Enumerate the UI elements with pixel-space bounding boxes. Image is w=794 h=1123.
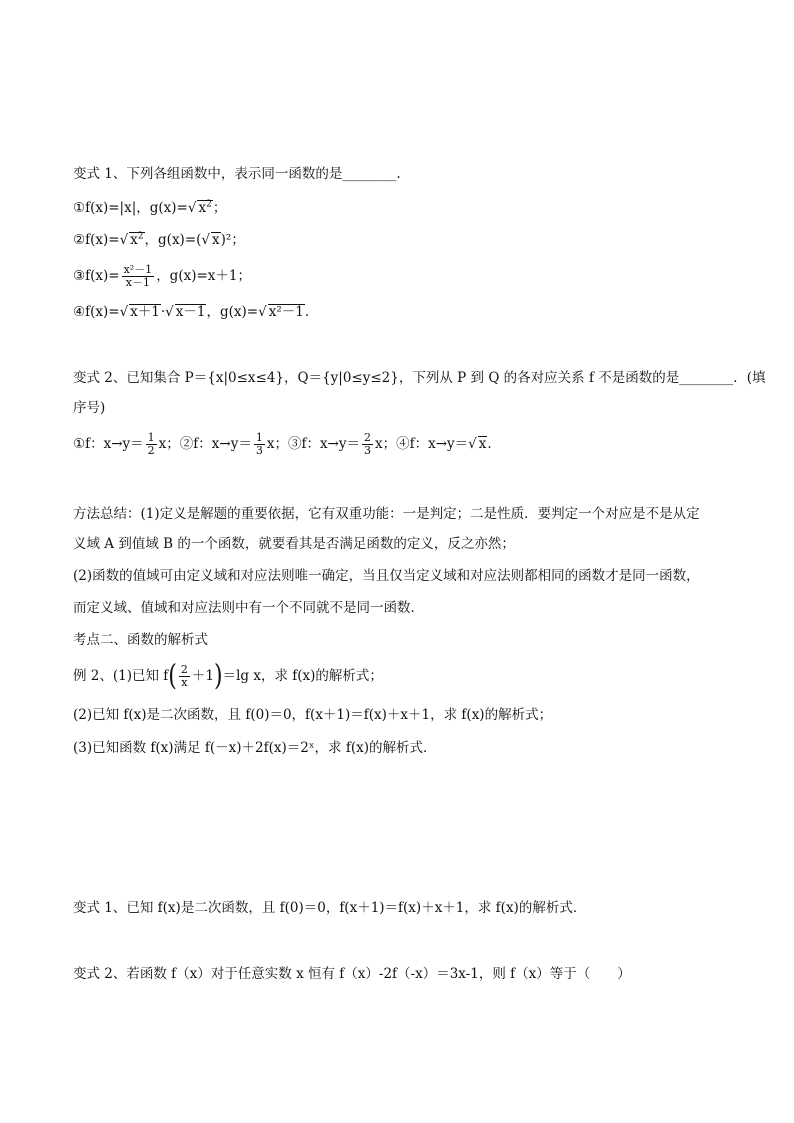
variant-b2: 变式 2、若函数 f（x）对于任意实数 x 恒有 f（x）-2f（-x）＝3x-1，则 f（x）等于（ ） <box>73 966 631 982</box>
radicand: x＋1 <box>130 304 160 320</box>
example-2-part-3: (3)已知函数 f(x)满足 f(－x)＋2f(x)＝2ˣ，求 f(x)的解析式． <box>73 740 437 756</box>
variant-1-option-2: ②f(x)=√ $x^2$，g(x)=(√ x)²； <box>73 231 245 248</box>
fraction: $\frac{\text{x²－1}}{x-1}$ <box>123 263 153 289</box>
variant-b1: 变式 1、已知 f(x)是二次函数，且 f(0)＝0，f(x＋1)＝f(x)＋x＋1，求 f(x)的解析式． <box>73 900 587 916</box>
variant-1-title: 变式 1、下列各组函数中，表示同一函数的是________. <box>73 166 401 182</box>
left-paren: ( <box>168 659 177 693</box>
variant-1-option-3: ③f(x)= $\frac{\text{x²－1}}{x-1}$ ，g(x)=x＋1； <box>73 263 251 289</box>
variant-1-option-4: ④f(x)=√ x＋1·√ x－1，g(x)=√ x²－1. <box>73 304 310 320</box>
method-summary-line-2: 义域 A 到值域 B 的一个函数，就要看其是否满足函数的定义，反之亦然； <box>73 536 515 552</box>
radicand: $x^2$ <box>130 231 144 248</box>
sqrt-sign: √ <box>187 200 197 216</box>
radicand: x <box>212 232 220 248</box>
variant-2-line-1: 变式 2、已知集合 P＝{x|0≤x≤4}，Q＝{y|0≤y≤2}，下列从 P 到 Q 的各对应关系 f 不是函数的是________．(填 <box>73 370 766 386</box>
radicand: x²－1 <box>268 304 304 320</box>
variant-1-option-1: ①f(x)=|x|，g(x)=√ $x^2$； <box>73 199 227 216</box>
fraction: $\frac{2}{x}$ <box>180 663 188 689</box>
sqrt-sign: √ <box>468 436 477 452</box>
example-2-part-2: (2)已知 f(x)是二次函数，且 f(0)＝0，f(x＋1)＝f(x)＋x＋1，求 f(x)的解析式； <box>73 707 553 723</box>
method-summary-line-3: (2)函数的值域可由定义域和对应法则唯一确定，当且仅当定义域和对应法则都相同的函数才是同一函数， <box>73 568 700 584</box>
method-summary-line-1: 方法总结：(1)定义是解题的重要依据，它有双重功能：一是判定；二是性质．要判定一个对应是不是从定 <box>73 506 700 522</box>
sqrt-sign: √ <box>165 304 174 320</box>
sqrt-sign: √ <box>201 232 211 248</box>
section-heading-point-2: 考点二、函数的解析式 <box>73 632 208 648</box>
sqrt-sign: √ <box>119 304 129 320</box>
radicand: x－1 <box>175 304 206 320</box>
right-paren: ) <box>213 659 223 693</box>
fraction: $\frac{2}{3}$ <box>364 431 371 457</box>
variant-2-line-2: 序号) <box>73 400 106 416</box>
method-summary-line-4: 而定义域、值域和对应法则中有一个不同就不是同一函数． <box>73 600 424 616</box>
sqrt-sign: √ <box>119 232 129 248</box>
fraction: $\frac{1}{2}$ <box>147 431 155 457</box>
variant-2-options: ①f：x→y＝ $\frac{1}{2}$ x；②f：x→y＝ $\frac{1}{3}$ x；③f：x→y＝ $\frac{2}{3}$ x；④f：x→y＝√ x. <box>73 431 492 457</box>
sqrt-sign: √ <box>258 304 267 320</box>
radicand: $x^2$ <box>198 199 212 216</box>
example-2-part-1: 例 2、(1)已知 f( $\frac{2}{x}$ ＋1)＝lg x，求 f(x)的解析式； <box>73 659 383 693</box>
fraction: $\frac{1}{3}$ <box>255 431 263 457</box>
radicand: x <box>478 436 487 452</box>
